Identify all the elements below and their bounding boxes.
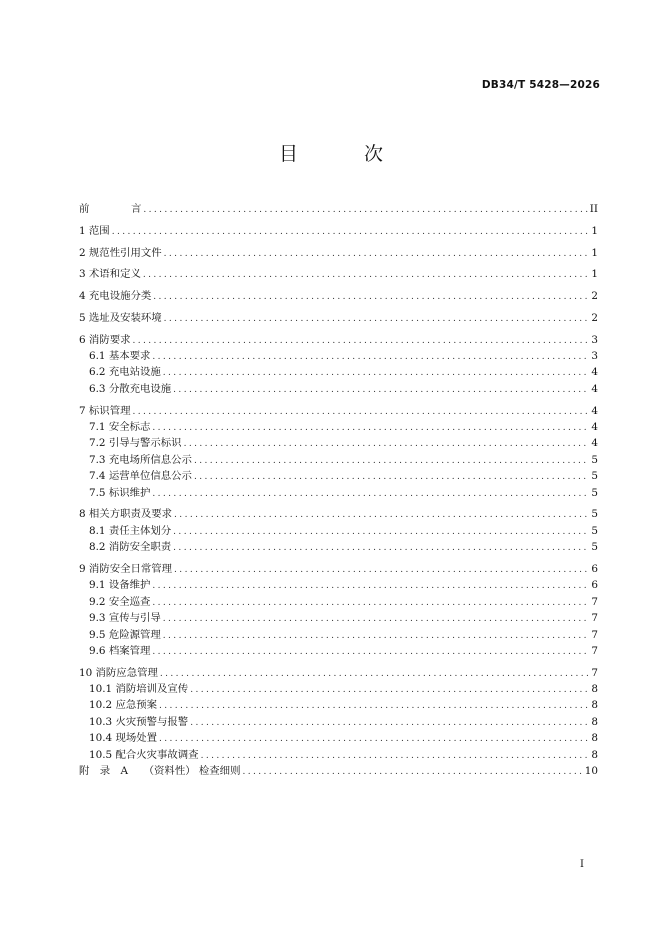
- toc-entry-page: 5: [591, 486, 598, 499]
- toc-entry[interactable]: [79, 266, 598, 282]
- toc-entry[interactable]: [79, 245, 598, 261]
- toc-dot-leader: [152, 595, 589, 611]
- toc-entry-page: 1: [591, 268, 598, 281]
- toc-entry-page: 7: [591, 612, 598, 625]
- toc-entry[interactable]: [79, 539, 598, 555]
- toc-entry-label: 9.3 宣传与引导: [89, 612, 161, 625]
- toc-entry[interactable]: [79, 681, 598, 697]
- toc-dot-leader: [174, 507, 589, 523]
- toc-entry-label: 7.3 充电场所信息公示: [89, 453, 192, 466]
- toc-entry-label: 9.5 危险源管理: [89, 628, 161, 641]
- toc-entry-label: 8.2 消防安全职责: [89, 541, 172, 554]
- toc-entry[interactable]: [79, 468, 598, 484]
- toc-dot-leader: [153, 289, 589, 305]
- toc-entry-page: 2: [591, 290, 598, 303]
- toc-entry-page: 2: [591, 311, 598, 324]
- toc-entry[interactable]: [79, 763, 598, 779]
- toc-entry-page: 4: [591, 404, 598, 417]
- toc-entry[interactable]: [79, 643, 598, 659]
- toc-dot-leader: [163, 365, 590, 381]
- toc-entry-label: 9.1 设备维护: [89, 579, 151, 592]
- toc-entry-label: 7.5 标识维护: [89, 486, 151, 499]
- toc-dot-leader: [242, 764, 582, 780]
- toc-entry-page: 4: [591, 366, 598, 379]
- toc-entry-label: 6 消防要求: [79, 333, 131, 346]
- toc-entry[interactable]: [79, 747, 598, 763]
- toc-entry[interactable]: [79, 610, 598, 626]
- toc-entry-page: 7: [591, 628, 598, 641]
- toc-entry[interactable]: [79, 419, 598, 435]
- toc-entry-page: II: [589, 203, 598, 215]
- toc-entry[interactable]: [79, 223, 598, 239]
- toc-entry-page: 10: [584, 765, 598, 778]
- toc-dot-leader: [163, 611, 590, 627]
- toc-dot-leader: [201, 748, 590, 764]
- toc-dot-leader: [132, 333, 589, 349]
- toc-dot-leader: [112, 224, 590, 240]
- toc-entry-label: 7.4 运营单位信息公示: [89, 470, 192, 483]
- toc-entry-label: 3 术语和定义: [79, 268, 141, 281]
- toc-entry-page: 8: [591, 699, 598, 712]
- toc-entry-page: 3: [591, 333, 598, 346]
- toc-entry-page: 8: [591, 683, 598, 696]
- table-of-contents: [79, 201, 598, 779]
- toc-entry-label: 5 选址及安装环境: [79, 311, 162, 324]
- toc-entry[interactable]: [79, 561, 598, 577]
- toc-dot-leader: [132, 404, 589, 420]
- toc-entry-label: 10.4 现场处置: [89, 732, 158, 745]
- toc-entry[interactable]: [79, 485, 598, 501]
- toc-dot-leader: [152, 578, 589, 594]
- toc-entry-page: 5: [591, 453, 598, 466]
- toc-dot-leader: [163, 628, 590, 644]
- toc-entry[interactable]: [79, 594, 598, 610]
- toc-entry-page: 8: [591, 715, 598, 728]
- toc-entry-page: 8: [591, 732, 598, 745]
- toc-entry-page: 5: [591, 541, 598, 554]
- toc-entry-page: 7: [591, 595, 598, 608]
- page-number: I: [580, 859, 584, 870]
- toc-dot-leader: [164, 246, 590, 262]
- toc-dot-leader: [194, 469, 589, 485]
- toc-entry-label: 6.1 基本要求: [89, 350, 151, 363]
- toc-entry-label: 10.2 应急预案: [89, 699, 158, 712]
- toc-entry-page: 7: [591, 666, 598, 679]
- toc-entry-page: 4: [591, 382, 598, 395]
- toc-dot-leader: [173, 524, 589, 540]
- toc-entry[interactable]: [79, 381, 598, 397]
- toc-entry-page: 3: [591, 350, 598, 363]
- toc-dot-leader: [152, 644, 589, 660]
- toc-dot-leader: [143, 267, 590, 283]
- toc-entry-label: 10.5 配合火灾事故调查: [89, 748, 199, 761]
- toc-entry-label: 10.3 火灾预警与报警: [89, 715, 189, 728]
- toc-entry-label: 6.3 分散充电设施: [89, 382, 172, 395]
- toc-entry-label: 7 标识管理: [79, 404, 131, 417]
- toc-entry-label: 2 规范性引用文件: [79, 246, 162, 259]
- toc-entry[interactable]: [79, 310, 598, 326]
- toc-entry-page: 5: [591, 524, 598, 537]
- toc-entry[interactable]: [79, 506, 598, 522]
- toc-entry-label: 8.1 责任主体划分: [89, 524, 172, 537]
- toc-entry-page: 7: [591, 644, 598, 657]
- page-title: 目 次: [278, 143, 414, 165]
- toc-dot-leader: [173, 382, 589, 398]
- toc-entry-page: 1: [591, 246, 598, 259]
- toc-entry-label: 7.2 引导与警示标识: [89, 437, 182, 450]
- toc-entry-page: 1: [591, 224, 598, 237]
- toc-dot-leader: [174, 562, 589, 578]
- toc-entry[interactable]: [79, 627, 598, 643]
- toc-entry[interactable]: [79, 288, 598, 304]
- toc-entry[interactable]: [79, 201, 598, 217]
- toc-entry[interactable]: [79, 452, 598, 468]
- toc-entry-page: 6: [591, 579, 598, 592]
- toc-entry[interactable]: [79, 730, 598, 746]
- toc-entry[interactable]: [79, 364, 598, 380]
- toc-entry-page: 5: [591, 508, 598, 521]
- toc-entry-label: 1 范围: [79, 224, 110, 237]
- toc-entry-label: 9 消防安全日常管理: [79, 562, 173, 575]
- toc-entry-label: 9.6 档案管理: [89, 644, 151, 657]
- toc-entry-label: 7.1 安全标志: [89, 421, 151, 434]
- toc-entry-label: 10 消防应急管理: [79, 666, 158, 679]
- toc-entry-label: 10.1 消防培训及宣传: [89, 683, 189, 696]
- toc-dot-leader: [159, 698, 589, 714]
- toc-dot-leader: [184, 436, 590, 452]
- toc-entry[interactable]: [79, 348, 598, 364]
- toc-dot-leader: [160, 666, 590, 682]
- toc-entry[interactable]: [79, 523, 598, 539]
- toc-dot-leader: [159, 731, 589, 747]
- toc-dot-leader: [143, 202, 587, 218]
- toc-entry[interactable]: [79, 697, 598, 713]
- toc-entry-label: 附 录 A （资料性） 检查细则: [79, 765, 241, 778]
- toc-entry[interactable]: [79, 403, 598, 419]
- toc-dot-leader: [190, 715, 589, 731]
- toc-entry[interactable]: [79, 714, 598, 730]
- toc-entry-label: 6.2 充电站设施: [89, 366, 161, 379]
- toc-entry[interactable]: [79, 577, 598, 593]
- toc-entry-page: 6: [591, 562, 598, 575]
- toc-entry[interactable]: [79, 665, 598, 681]
- header-doc-code: DB34/T 5428—2026: [481, 79, 600, 91]
- toc-entry-page: 8: [591, 748, 598, 761]
- toc-entry-label: 4 充电设施分类: [79, 290, 152, 303]
- toc-dot-leader: [152, 420, 589, 436]
- toc-dot-leader: [152, 486, 589, 502]
- toc-entry[interactable]: [79, 435, 598, 451]
- toc-entry[interactable]: [79, 332, 598, 348]
- toc-entry-label: 前 言: [79, 203, 142, 215]
- toc-entry-page: 5: [591, 470, 598, 483]
- toc-dot-leader: [173, 540, 589, 556]
- toc-entry-label: 8 相关方职责及要求: [79, 508, 173, 521]
- toc-dot-leader: [194, 453, 589, 469]
- toc-entry-page: 4: [591, 437, 598, 450]
- toc-dot-leader: [190, 682, 589, 698]
- toc-dot-leader: [164, 311, 590, 327]
- toc-entry-page: 4: [591, 421, 598, 434]
- toc-dot-leader: [152, 349, 589, 365]
- toc-entry-label: 9.2 安全巡查: [89, 595, 151, 608]
